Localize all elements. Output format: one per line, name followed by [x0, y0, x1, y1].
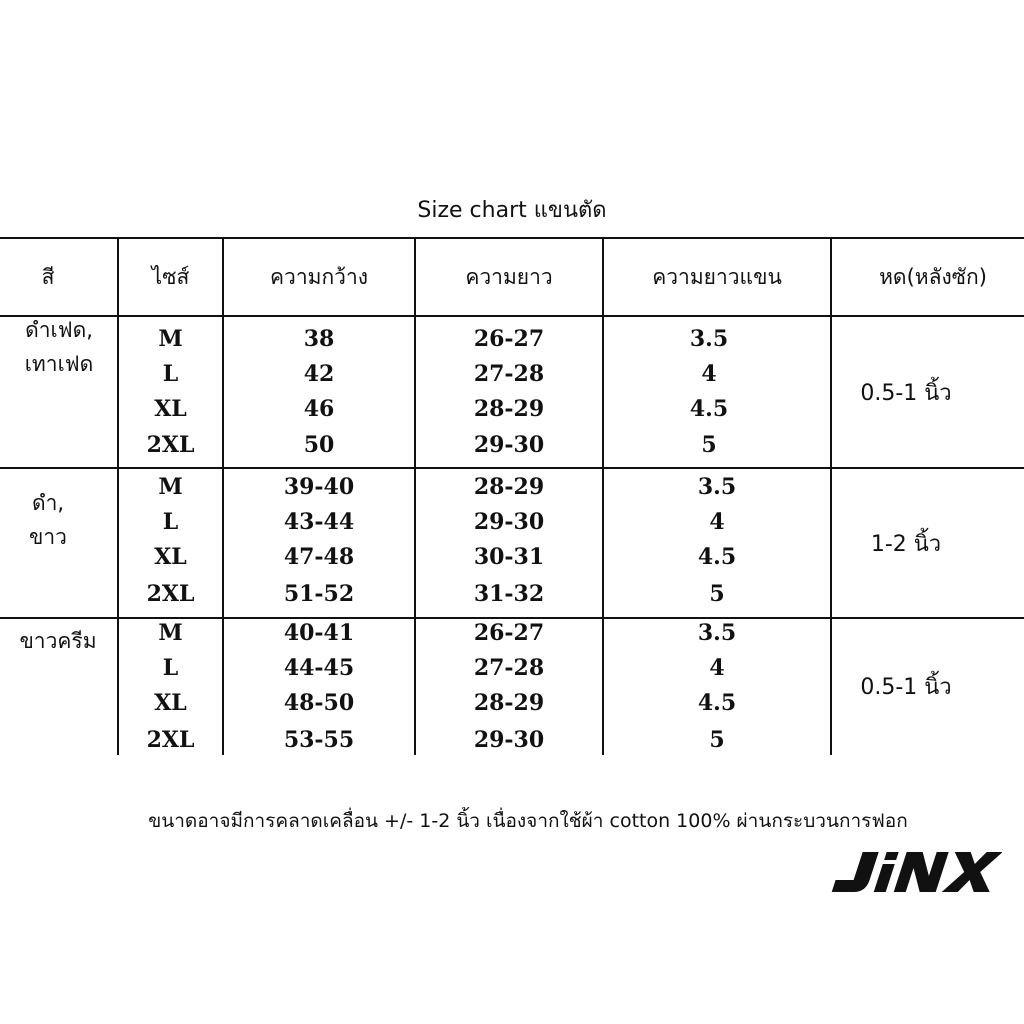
cell-size: XL [154, 396, 187, 422]
cell-size: XL [154, 690, 187, 716]
cell-sleeve: 5 [709, 581, 725, 607]
logo-letter-i-dot [884, 852, 899, 860]
cell-length: 28-29 [473, 396, 545, 422]
cell-size: L [162, 655, 179, 681]
cell-sleeve: 3.5 [697, 474, 737, 500]
color-label-group-2 [0, 486, 96, 554]
color-label-group-3 [0, 624, 116, 658]
color-line: ขาว [29, 525, 67, 549]
color-line: ดำเฟด, [25, 318, 93, 342]
cell-sleeve: 4.5 [689, 396, 729, 422]
header-size: ไซส์ [151, 264, 190, 289]
logo-letter-j [832, 852, 879, 892]
header-length: ความยาว [465, 264, 553, 289]
shrink-value-group-2: 1-2 นิ้ว [870, 531, 942, 557]
footnote: ขนาดอาจมีการคลาดเคลื่อน +/- 1-2 นิ้ว เนื่องจากใช้ผ้า cotton 100% ผ่านกระบวนการฟอก [148, 810, 908, 832]
cell-sleeve: 5 [709, 727, 725, 753]
chart-title: Size chart แขนตัด [417, 198, 607, 223]
cell-sleeve: 5 [701, 432, 717, 458]
cell-width: 50 [303, 432, 335, 458]
cell-width: 53-55 [283, 727, 355, 753]
cell-width: 46 [303, 396, 335, 422]
shrink-value-group-3: 0.5-1 นิ้ว [860, 674, 952, 700]
jinx-logo [830, 848, 1002, 896]
cell-length: 29-30 [473, 727, 545, 753]
cell-width: 39-40 [283, 474, 355, 500]
cell-size: 2XL [146, 581, 195, 607]
cell-size: M [158, 326, 183, 352]
color-line: ขาวครีม [19, 629, 97, 653]
logo-letter-i [874, 864, 895, 892]
cell-length: 27-28 [473, 655, 545, 681]
cell-length: 31-32 [473, 581, 545, 607]
cell-length: 30-31 [473, 544, 545, 570]
cell-sleeve: 3.5 [689, 326, 729, 352]
color-line: ดำ, [31, 491, 65, 515]
cell-width: 51-52 [283, 581, 355, 607]
cell-length: 26-27 [473, 326, 545, 352]
cell-size: M [158, 620, 183, 646]
cell-size: 2XL [146, 432, 195, 458]
header-color: สี [41, 264, 55, 289]
cell-sleeve: 3.5 [697, 620, 737, 646]
cell-length: 28-29 [473, 474, 545, 500]
logo-letter-x [942, 852, 1002, 892]
cell-sleeve: 4.5 [697, 544, 737, 570]
cell-length: 29-30 [473, 509, 545, 535]
cell-width: 44-45 [283, 655, 355, 681]
color-label-group-1 [0, 313, 118, 381]
color-line: เทาเฟด [24, 352, 94, 376]
cell-length: 27-28 [473, 361, 545, 387]
cell-size: M [158, 474, 183, 500]
shrink-value-group-1: 0.5-1 นิ้ว [860, 380, 952, 406]
cell-size: L [162, 509, 179, 535]
cell-sleeve: 4 [709, 655, 725, 681]
cell-size: XL [154, 544, 187, 570]
header-width: ความกว้าง [269, 264, 369, 289]
cell-width: 42 [303, 361, 335, 387]
cell-sleeve: 4 [701, 361, 717, 387]
cell-width: 40-41 [283, 620, 355, 646]
header-shrinkage: หด(หลังซัก) [879, 264, 987, 289]
cell-length: 26-27 [473, 620, 545, 646]
cell-width: 47-48 [283, 544, 355, 570]
cell-size: 2XL [146, 727, 195, 753]
cell-size: L [162, 361, 179, 387]
cell-width: 43-44 [283, 509, 355, 535]
cell-length: 29-30 [473, 432, 545, 458]
cell-width: 48-50 [283, 690, 355, 716]
logo-letter-n [894, 852, 949, 892]
header-sleeve-length: ความยาวแขน [652, 264, 782, 289]
cell-sleeve: 4 [709, 509, 725, 535]
table-top-border [0, 237, 1024, 239]
cell-length: 28-29 [473, 690, 545, 716]
cell-width: 38 [303, 326, 335, 352]
cell-sleeve: 4.5 [697, 690, 737, 716]
